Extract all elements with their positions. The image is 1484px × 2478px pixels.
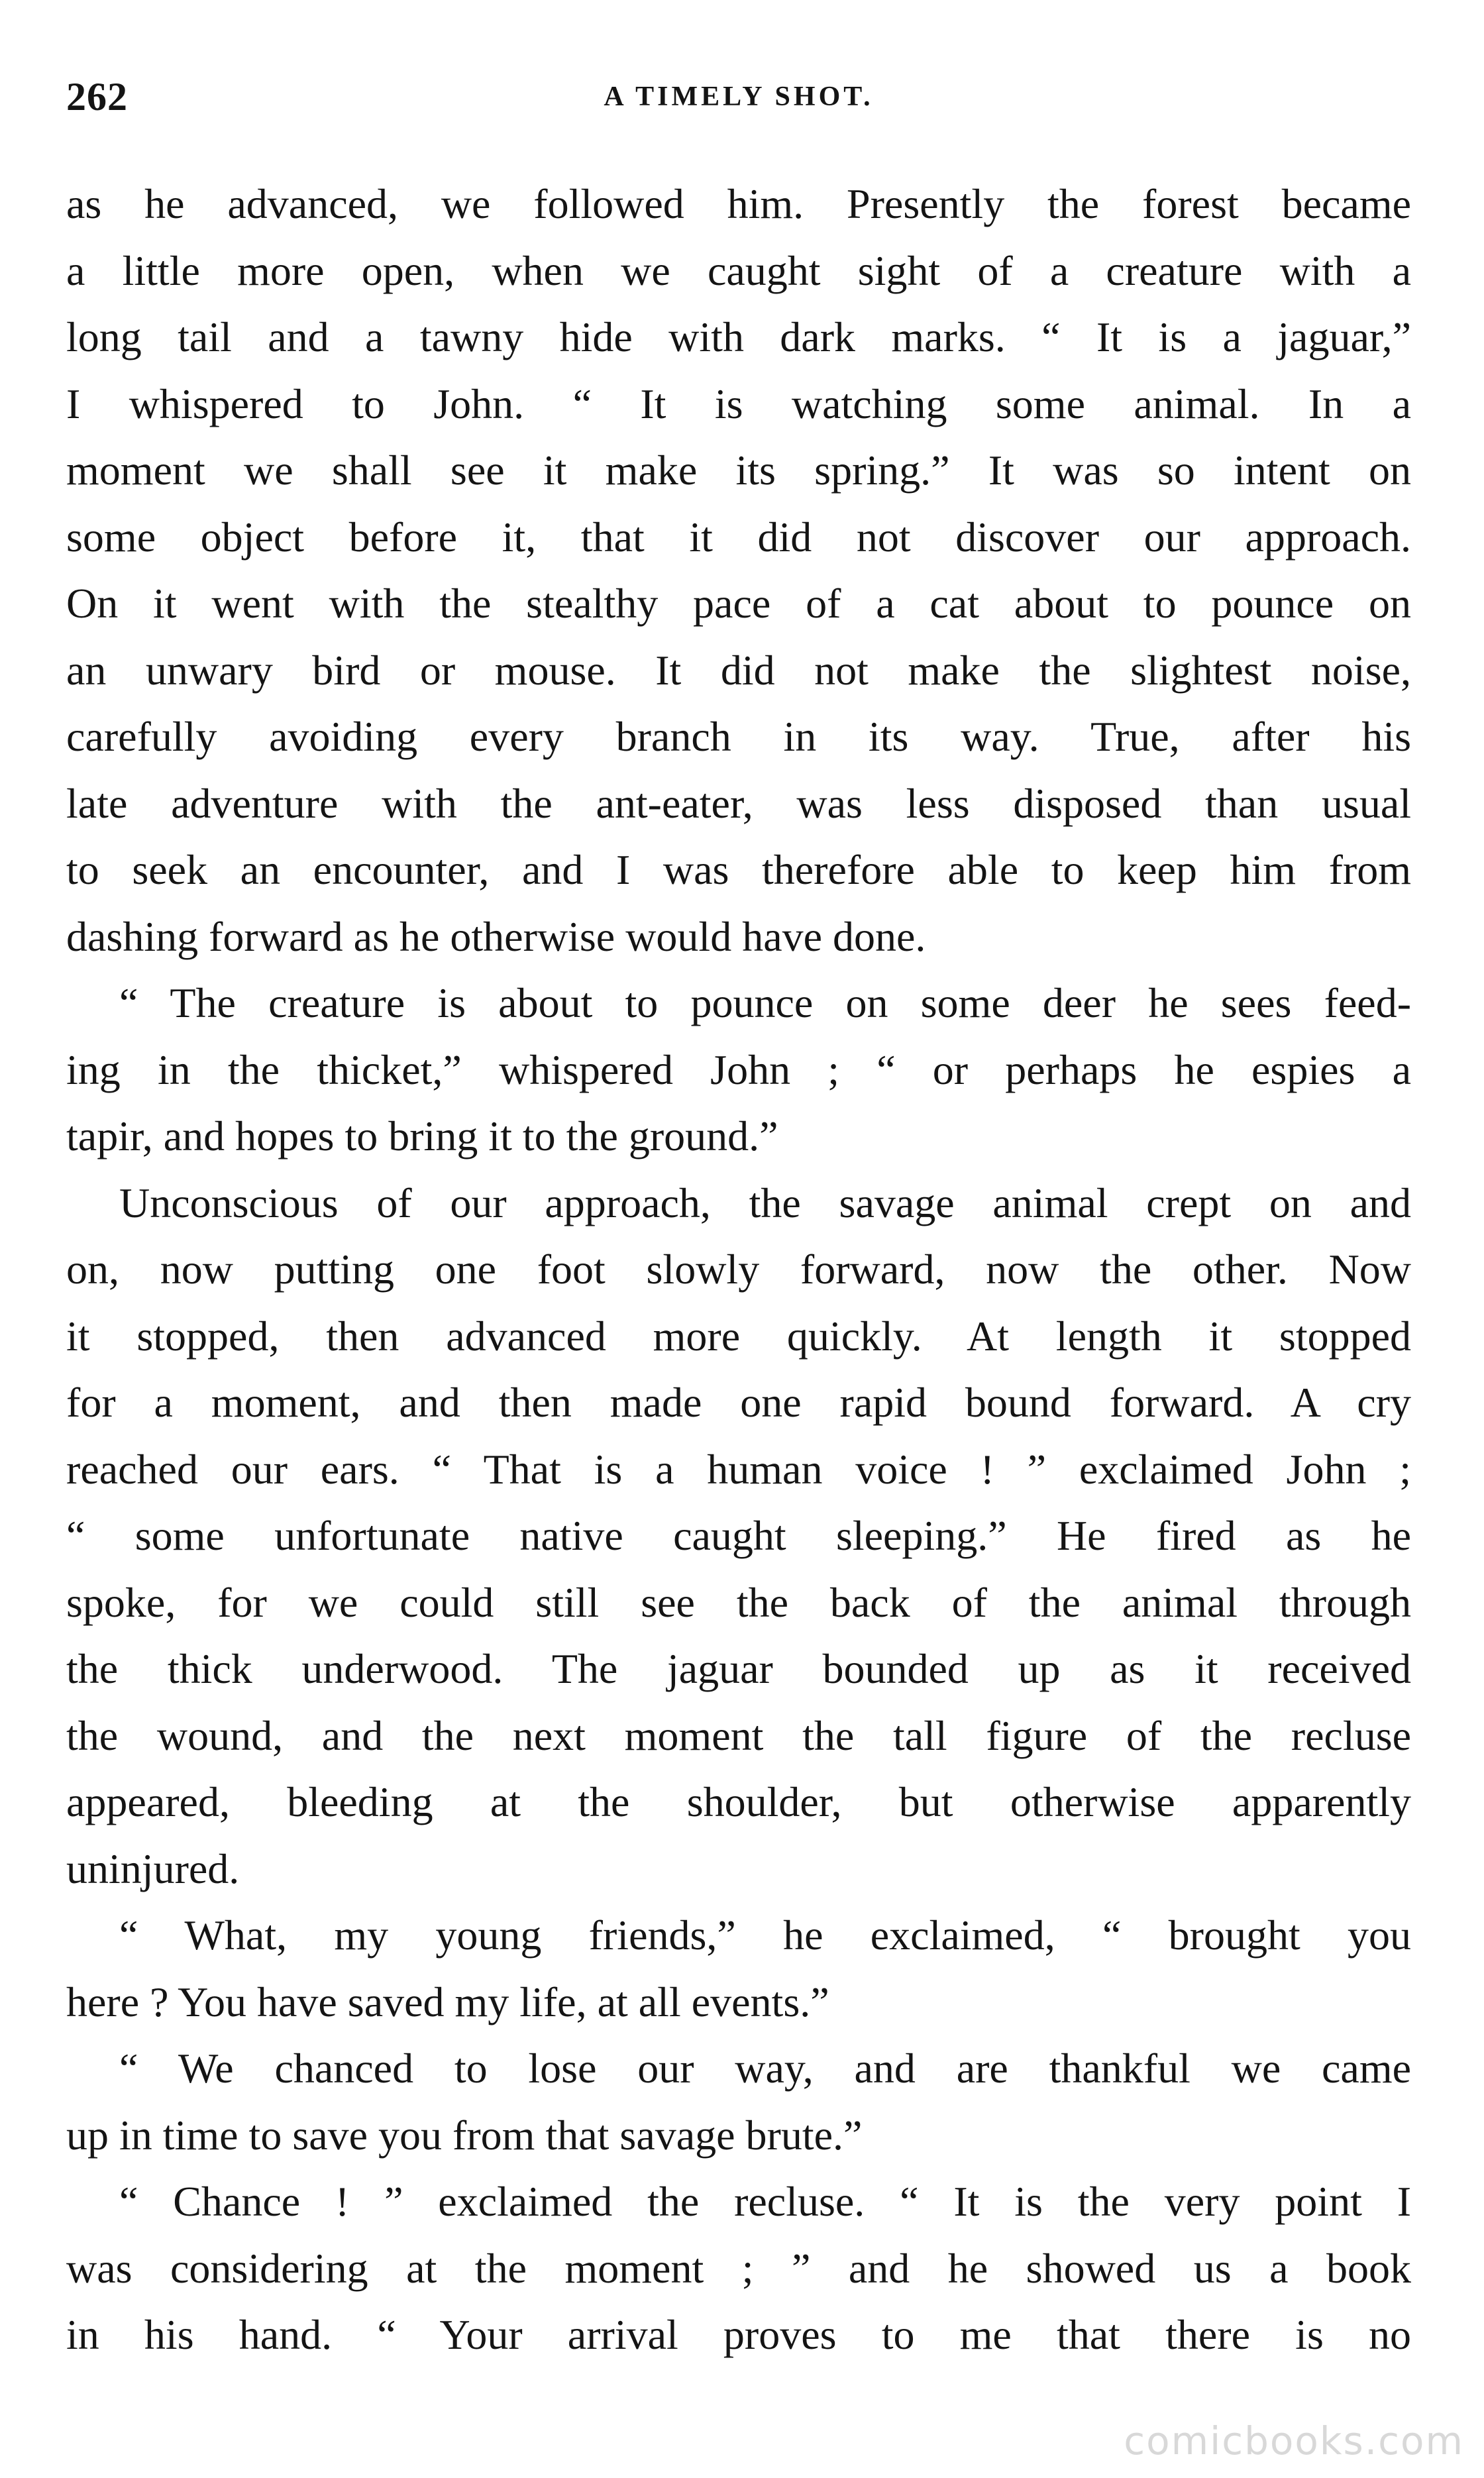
page-number: 262 xyxy=(66,75,128,119)
text-line: an unwary bird or mouse. It did not make the slightest noise, xyxy=(66,646,1411,694)
text-line: was considering at the moment ; ” and he showed us a book xyxy=(66,2244,1411,2292)
running-head xyxy=(66,74,1411,134)
text-line: appeared, bleeding at the shoulder, but otherwise apparently xyxy=(66,1778,1411,1825)
text-line: a little more open, when we caught sight of a creature with a xyxy=(66,246,1411,294)
text-line: On it went with the stealthy pace of a cat about to pounce on xyxy=(66,580,1411,627)
text-line: moment we shall see it make its spring.” It was so intent on xyxy=(66,447,1411,494)
text-line: the thick underwood. The jaguar bounded up as it received xyxy=(66,1645,1411,1692)
text-line: for a moment, and then made one rapid bound forward. A cry xyxy=(66,1379,1411,1426)
watermark: comicbooks.com xyxy=(1124,2418,1464,2463)
text-line: “ We chanced to lose our way, and are thankful we came xyxy=(119,2045,1411,2092)
text-line: on, now putting one foot slowly forward, now the other. Now xyxy=(66,1246,1411,1293)
text-line: “ The creature is about to pounce on some deer he sees feed- xyxy=(119,979,1411,1026)
text-line: here ? You have saved my life, at all events.” xyxy=(66,1978,829,2025)
text-line: I whispered to John. “ It is watching some animal. In a xyxy=(66,380,1411,427)
body-text xyxy=(66,171,1411,2369)
text-line: dashing forward as he otherwise would have done. xyxy=(66,912,926,960)
text-line: some object before it, that it did not discover our approach. xyxy=(66,513,1411,561)
text-line: up in time to save you from that savage brute.” xyxy=(66,2111,863,2159)
text-line: tapir, and hopes to bring it to the ground.” xyxy=(66,1112,778,1159)
text-line: carefully avoiding every branch in its way. True, after his xyxy=(66,713,1411,760)
text-line: the wound, and the next moment the tall figure of the recluse xyxy=(66,1711,1411,1759)
running-title: A TIMELY SHOT. xyxy=(604,81,874,112)
text-line: to seek an encounter, and I was therefore able to keep him from xyxy=(66,846,1411,893)
text-line: as he advanced, we followed him. Presently the forest became xyxy=(66,180,1411,227)
text-line: uninjured. xyxy=(66,1845,240,1892)
text-line: reached our ears. “ That is a human voice ! ” exclaimed John ; xyxy=(66,1445,1411,1493)
text-line: “ Chance ! ” exclaimed the recluse. “ It is the very point I xyxy=(119,2178,1411,2225)
text-line: “ What, my young friends,” he exclaimed, “ brought you xyxy=(119,1912,1411,1959)
text-line: Unconscious of our approach, the savage animal crept on and xyxy=(119,1179,1411,1226)
text-line: “ some unfortunate native caught sleeping.” He fired as he xyxy=(66,1512,1411,1559)
text-line: ing in the thicket,” whispered John ; “ or perhaps he espies a xyxy=(66,1046,1411,1093)
text-line: spoke, for we could still see the back of the animal through xyxy=(66,1578,1411,1626)
text-line: it stopped, then advanced more quickly. At length it stopped xyxy=(66,1312,1411,1360)
text-line: long tail and a tawny hide with dark marks. “ It is a jaguar,” xyxy=(66,313,1411,360)
text-line: late adventure with the ant-eater, was less disposed than usual xyxy=(66,779,1411,827)
text-line: in his hand. “ Your arrival proves to me that there is no xyxy=(66,2311,1411,2358)
